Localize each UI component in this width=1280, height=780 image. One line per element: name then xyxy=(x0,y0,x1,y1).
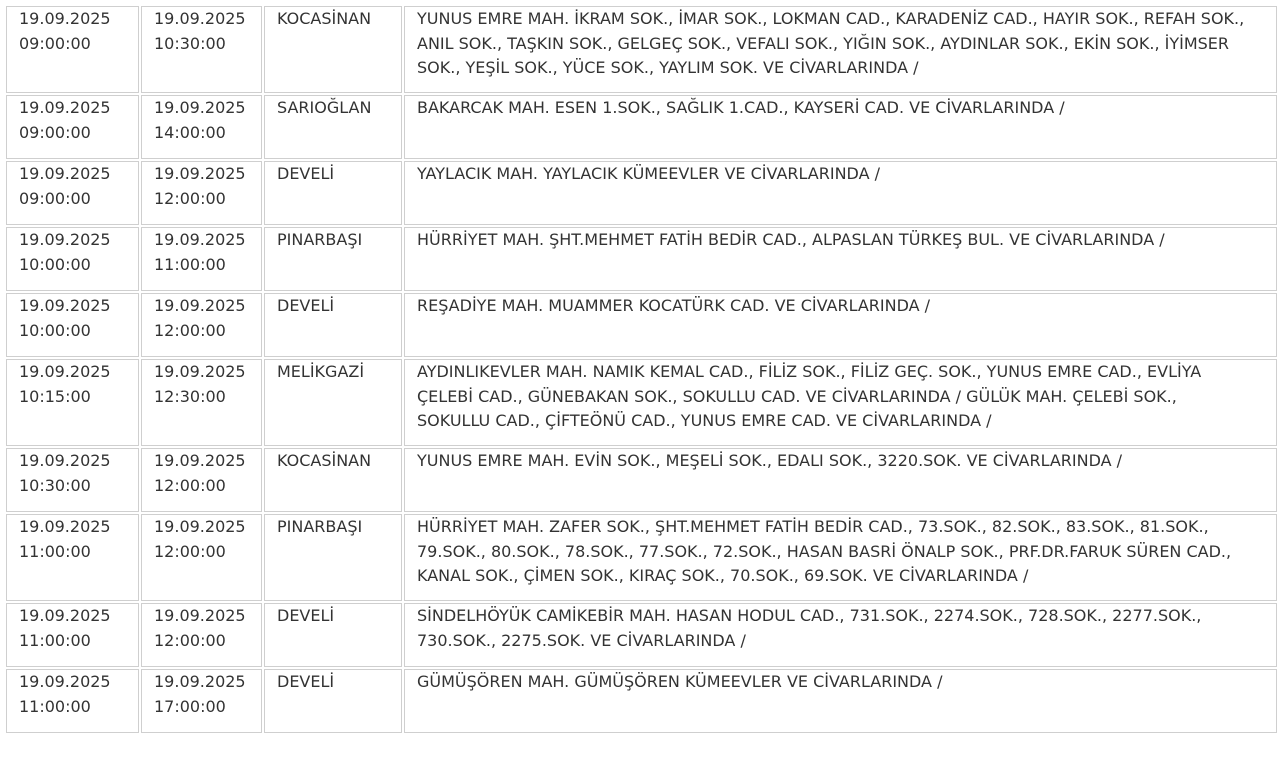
address-line: YAYLACIK MAH. YAYLACIK KÜMEEVLER VE CİVARLARINDA / xyxy=(417,164,880,183)
table-row xyxy=(6,669,1277,733)
start-datetime-cell xyxy=(6,514,139,601)
start-datetime-cell xyxy=(6,6,139,93)
district-cell xyxy=(264,359,402,446)
start-datetime-cell xyxy=(6,293,139,357)
address-cell xyxy=(404,514,1277,601)
end-time: 12:00:00 xyxy=(154,630,226,650)
start-date: 19.09.2025 xyxy=(19,606,111,625)
start-date: 19.09.2025 xyxy=(19,362,111,381)
address-line: YUNUS EMRE MAH. İKRAM SOK., İMAR SOK., LOKMAN CAD., KARADENİZ CAD., HAYIR SOK., REFAH SOK., xyxy=(417,9,1245,28)
end-date: 19.09.2025 xyxy=(154,9,246,28)
address-line: BAKARCAK MAH. ESEN 1.SOK., SAĞLIK 1.CAD., KAYSERİ CAD. VE CİVARLARINDA / xyxy=(417,98,1065,117)
address-line: YUNUS EMRE MAH. EVİN SOK., MEŞELİ SOK., EDALI SOK., 3220.SOK. VE CİVARLARINDA / xyxy=(417,451,1123,470)
table-row xyxy=(6,603,1277,667)
address-cell xyxy=(404,161,1277,225)
end-time: 11:00:00 xyxy=(154,254,226,274)
address-line: SOK., YEŞİL SOK., YÜCE SOK., YAYLIM SOK. VE CİVARLARINDA / xyxy=(417,58,919,77)
start-time: 10:00:00 xyxy=(19,254,91,274)
start-date: 19.09.2025 xyxy=(19,9,111,28)
end-time: 10:30:00 xyxy=(154,33,226,53)
end-date: 19.09.2025 xyxy=(154,672,246,691)
start-date: 19.09.2025 xyxy=(19,672,111,691)
start-time: 10:15:00 xyxy=(19,386,91,406)
table-body xyxy=(6,6,1277,733)
end-date: 19.09.2025 xyxy=(154,362,246,381)
outage-table xyxy=(4,4,1279,735)
end-date: 19.09.2025 xyxy=(154,230,246,249)
end-time: 12:00:00 xyxy=(154,475,226,495)
address-line: HÜRRİYET MAH. ZAFER SOK., ŞHT.MEHMET FATİH BEDİR CAD., 73.SOK., 82.SOK., 83.SOK., 81.SOK., xyxy=(417,517,1209,536)
start-time: 11:00:00 xyxy=(19,696,91,716)
start-date: 19.09.2025 xyxy=(19,451,111,470)
end-time: 17:00:00 xyxy=(154,696,226,716)
end-datetime-cell xyxy=(141,514,262,601)
district-name: PINARBAŞI xyxy=(277,230,363,249)
end-date: 19.09.2025 xyxy=(154,296,246,315)
start-datetime-cell xyxy=(6,161,139,225)
table-row xyxy=(6,514,1277,601)
address-line: SİNDELHÖYÜK CAMİKEBİR MAH. HASAN HODUL CAD., 731.SOK., 2274.SOK., 728.SOK., 2277.SOK., xyxy=(417,606,1202,625)
start-date: 19.09.2025 xyxy=(19,164,111,183)
end-date: 19.09.2025 xyxy=(154,606,246,625)
end-datetime-cell xyxy=(141,6,262,93)
district-name: DEVELİ xyxy=(277,296,335,315)
district-name: KOCASİNAN xyxy=(277,451,372,470)
end-time: 12:30:00 xyxy=(154,386,226,406)
address-line: KANAL SOK., ÇİMEN SOK., KIRAÇ SOK., 70.SOK., 69.SOK. VE CİVARLARINDA / xyxy=(417,566,1029,585)
district-cell xyxy=(264,514,402,601)
end-datetime-cell xyxy=(141,448,262,512)
address-cell xyxy=(404,359,1277,446)
address-line: SOKULLU CAD., ÇİFTEÖNÜ CAD., YUNUS EMRE CAD. VE CİVARLARINDA / xyxy=(417,411,992,430)
district-name: DEVELİ xyxy=(277,672,335,691)
start-date: 19.09.2025 xyxy=(19,230,111,249)
district-cell xyxy=(264,293,402,357)
start-time: 09:00:00 xyxy=(19,33,91,53)
district-name: DEVELİ xyxy=(277,606,335,625)
district-cell xyxy=(264,669,402,733)
address-cell xyxy=(404,669,1277,733)
district-cell xyxy=(264,95,402,159)
district-name: SARIOĞLAN xyxy=(277,98,372,117)
end-time: 12:00:00 xyxy=(154,188,226,208)
start-time: 11:00:00 xyxy=(19,541,91,561)
address-cell xyxy=(404,6,1277,93)
end-date: 19.09.2025 xyxy=(154,164,246,183)
start-datetime-cell xyxy=(6,95,139,159)
district-cell xyxy=(264,448,402,512)
end-time: 12:00:00 xyxy=(154,320,226,340)
address-cell xyxy=(404,603,1277,667)
table-row xyxy=(6,293,1277,357)
start-date: 19.09.2025 xyxy=(19,296,111,315)
end-datetime-cell xyxy=(141,603,262,667)
start-date: 19.09.2025 xyxy=(19,517,111,536)
district-cell xyxy=(264,227,402,291)
end-date: 19.09.2025 xyxy=(154,451,246,470)
start-datetime-cell xyxy=(6,603,139,667)
address-line: ÇELEBİ CAD., GÜNEBAKAN SOK., SOKULLU CAD. VE CİVARLARINDA / GÜLÜK MAH. ÇELEBİ SOK., xyxy=(417,386,1177,406)
end-datetime-cell xyxy=(141,95,262,159)
district-name: PINARBAŞI xyxy=(277,517,363,536)
start-time: 09:00:00 xyxy=(19,188,91,208)
table-row xyxy=(6,227,1277,291)
start-time: 10:30:00 xyxy=(19,475,91,495)
start-date: 19.09.2025 xyxy=(19,98,111,117)
table-row xyxy=(6,161,1277,225)
start-datetime-cell xyxy=(6,227,139,291)
start-datetime-cell xyxy=(6,448,139,512)
address-cell xyxy=(404,293,1277,357)
table-row xyxy=(6,448,1277,512)
table-row xyxy=(6,359,1277,446)
end-date: 19.09.2025 xyxy=(154,517,246,536)
end-datetime-cell xyxy=(141,161,262,225)
district-name: DEVELİ xyxy=(277,164,335,183)
end-datetime-cell xyxy=(141,669,262,733)
district-cell xyxy=(264,603,402,667)
district-name: MELİKGAZİ xyxy=(277,362,365,381)
address-line: 730.SOK., 2275.SOK. VE CİVARLARINDA / xyxy=(417,630,746,650)
start-time: 09:00:00 xyxy=(19,122,91,142)
end-datetime-cell xyxy=(141,227,262,291)
address-cell xyxy=(404,95,1277,159)
end-datetime-cell xyxy=(141,293,262,357)
district-name: KOCASİNAN xyxy=(277,9,372,28)
table-row xyxy=(6,95,1277,159)
district-cell xyxy=(264,6,402,93)
district-cell xyxy=(264,161,402,225)
address-line: 79.SOK., 80.SOK., 78.SOK., 77.SOK., 72.SOK., HASAN BASRİ ÖNALP SOK., PRF.DR.FARUK SÜREN CAD., xyxy=(417,541,1232,561)
address-line: REŞADİYE MAH. MUAMMER KOCATÜRK CAD. VE CİVARLARINDA / xyxy=(417,296,931,315)
start-time: 10:00:00 xyxy=(19,320,91,340)
end-datetime-cell xyxy=(141,359,262,446)
address-line: GÜMÜŞÖREN MAH. GÜMÜŞÖREN KÜMEEVLER VE CİVARLARINDA / xyxy=(417,672,943,691)
start-datetime-cell xyxy=(6,669,139,733)
address-cell xyxy=(404,227,1277,291)
table-row xyxy=(6,6,1277,93)
start-datetime-cell xyxy=(6,359,139,446)
address-line: HÜRRİYET MAH. ŞHT.MEHMET FATİH BEDİR CAD., ALPASLAN TÜRKEŞ BUL. VE CİVARLARINDA / xyxy=(417,230,1165,249)
address-line: ANIL SOK., TAŞKIN SOK., GELGEÇ SOK., VEFALI SOK., YIĞIN SOK., AYDINLAR SOK., EKİN SOK., İYİMSER xyxy=(417,33,1230,53)
address-line: AYDINLIKEVLER MAH. NAMIK KEMAL CAD., FİLİZ SOK., FİLİZ GEÇ. SOK., YUNUS EMRE CAD., EVLİYA xyxy=(417,362,1202,381)
address-cell xyxy=(404,448,1277,512)
start-time: 11:00:00 xyxy=(19,630,91,650)
end-time: 12:00:00 xyxy=(154,541,226,561)
end-time: 14:00:00 xyxy=(154,122,226,142)
end-date: 19.09.2025 xyxy=(154,98,246,117)
